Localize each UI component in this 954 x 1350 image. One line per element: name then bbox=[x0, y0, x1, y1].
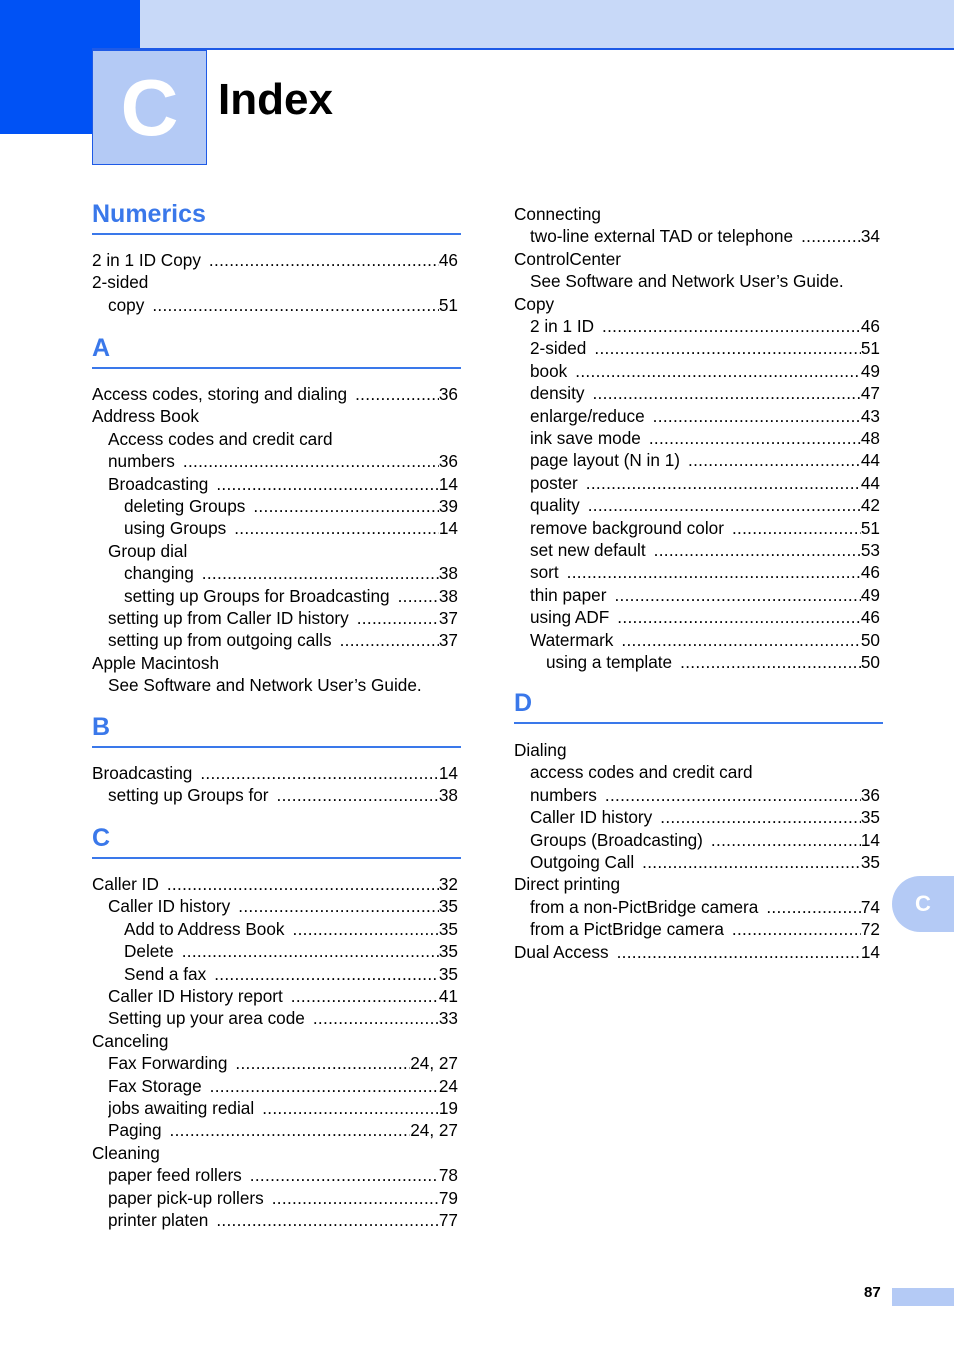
index-entry-term: using ADF bbox=[530, 607, 610, 628]
dot-leader bbox=[144, 294, 439, 316]
section-heading-b bbox=[92, 715, 461, 748]
index-entry[interactable] bbox=[530, 584, 880, 606]
dot-leader bbox=[192, 762, 439, 784]
dot-leader bbox=[283, 985, 439, 1007]
index-entry-page[interactable]: 43 bbox=[860, 405, 880, 426]
index-entry-page[interactable]: 38 bbox=[438, 563, 458, 584]
index-entry-term: Groups (Broadcasting) bbox=[530, 829, 703, 850]
index-entry-page[interactable]: 78 bbox=[438, 1165, 458, 1186]
index-entry bbox=[92, 405, 458, 427]
index-entry[interactable] bbox=[108, 1007, 458, 1029]
index-entry[interactable] bbox=[108, 1097, 458, 1119]
index-entry[interactable] bbox=[530, 494, 880, 516]
index-entry-term: Address Book bbox=[92, 406, 200, 427]
index-entry[interactable] bbox=[514, 941, 880, 963]
index-entry bbox=[530, 761, 880, 783]
dot-leader bbox=[672, 651, 861, 673]
index-entry-page[interactable]: 79 bbox=[438, 1187, 458, 1208]
index-entry-page[interactable]: 35 bbox=[438, 918, 458, 939]
index-entry-term: Paging bbox=[108, 1120, 162, 1141]
index-entry-page[interactable]: 51 bbox=[860, 517, 880, 538]
page-number: 87 bbox=[864, 1284, 881, 1301]
index-entry[interactable] bbox=[108, 985, 458, 1007]
index-entry[interactable] bbox=[530, 629, 880, 651]
index-entry-term: Add to Address Book bbox=[124, 918, 285, 939]
index-entry-page[interactable]: 36 bbox=[860, 784, 880, 805]
index-entry[interactable] bbox=[124, 940, 458, 962]
index-entry[interactable] bbox=[530, 405, 880, 427]
index-entry-page[interactable]: 14 bbox=[438, 763, 458, 783]
index-entry-term: Cleaning bbox=[92, 1142, 160, 1163]
index-entry[interactable] bbox=[530, 851, 880, 873]
index-entry-term: numbers bbox=[530, 784, 597, 805]
dot-leader bbox=[586, 337, 861, 359]
index-entry-page[interactable]: 36 bbox=[438, 384, 458, 404]
index-entry[interactable] bbox=[530, 606, 880, 628]
index-entry-page[interactable]: 53 bbox=[860, 540, 880, 560]
index-entry-term: ink save mode bbox=[530, 428, 641, 448]
dot-leader bbox=[174, 940, 439, 962]
index-entry-page[interactable]: 19 bbox=[438, 1098, 458, 1118]
index-entry-term: enlarge/reduce bbox=[530, 405, 645, 426]
index-entry-term: using a template bbox=[546, 652, 673, 672]
dot-leader bbox=[597, 784, 861, 806]
section-heading-a bbox=[92, 336, 461, 369]
index-entry-term: 2-sided bbox=[92, 272, 149, 293]
dot-leader bbox=[332, 629, 439, 651]
index-entry[interactable] bbox=[108, 784, 458, 806]
dot-leader bbox=[680, 449, 861, 471]
index-entry-page[interactable]: 77 bbox=[438, 1210, 458, 1230]
index-entry-term: Access codes, storing and dialing bbox=[92, 384, 348, 404]
index-entry-term: Broadcasting bbox=[92, 763, 193, 783]
dot-leader bbox=[162, 1119, 411, 1141]
dot-leader bbox=[202, 1075, 439, 1097]
index-entry-page[interactable]: 32 bbox=[438, 874, 458, 894]
dot-leader bbox=[226, 517, 439, 539]
index-entry-page[interactable]: 14 bbox=[860, 829, 880, 850]
index-entry[interactable] bbox=[530, 561, 880, 583]
index-entry[interactable] bbox=[92, 762, 458, 784]
index-entry-term: Setting up your area code bbox=[108, 1008, 305, 1029]
index-entry-term: Direct printing bbox=[514, 874, 621, 895]
index-entry-page[interactable]: 47 bbox=[860, 383, 880, 404]
dot-leader bbox=[703, 829, 861, 851]
index-entry-term: set new default bbox=[530, 540, 646, 560]
index-entry-term: book bbox=[530, 360, 568, 381]
chapter-side-tab[interactable]: C bbox=[892, 876, 954, 932]
index-entry[interactable] bbox=[92, 383, 458, 405]
index-entry-term: setting up from Caller ID history bbox=[108, 608, 349, 628]
index-entry[interactable] bbox=[108, 1187, 458, 1209]
index-entry bbox=[530, 270, 880, 292]
index-entry-page[interactable]: 24, 27 bbox=[410, 1053, 458, 1074]
index-entry-term: two-line external TAD or telephone bbox=[530, 226, 794, 247]
index-entry[interactable] bbox=[108, 629, 458, 651]
index-entry[interactable] bbox=[124, 918, 458, 940]
index-entry-page[interactable]: 24, 27 bbox=[410, 1120, 458, 1141]
index-entry[interactable] bbox=[530, 315, 880, 337]
index-entry-term: Copy bbox=[514, 293, 555, 314]
dot-leader bbox=[578, 472, 861, 494]
index-entry-page[interactable]: 37 bbox=[438, 630, 458, 651]
index-entry-term: Dual Access bbox=[514, 941, 609, 962]
dot-leader bbox=[242, 1164, 439, 1186]
index-entry-term: Broadcasting bbox=[108, 473, 209, 494]
dot-leader bbox=[305, 1007, 439, 1029]
index-entry[interactable] bbox=[108, 450, 458, 472]
index-entry-term: Caller ID history bbox=[530, 807, 653, 828]
index-entry-term: paper pick-up rollers bbox=[108, 1187, 264, 1208]
index-entry[interactable] bbox=[530, 784, 880, 806]
index-entry[interactable] bbox=[108, 1075, 458, 1097]
index-entry[interactable] bbox=[530, 517, 880, 539]
index-entry[interactable] bbox=[530, 539, 880, 561]
dot-leader bbox=[645, 405, 861, 427]
index-entry-page[interactable]: 51 bbox=[438, 294, 458, 315]
index-entry bbox=[92, 652, 458, 674]
index-entry-term: paper feed rollers bbox=[108, 1165, 242, 1186]
index-entry-page[interactable]: 35 bbox=[438, 941, 458, 962]
chapter-letter-box bbox=[92, 50, 207, 165]
index-entry-term: from a PictBridge camera bbox=[530, 919, 724, 940]
section-heading-d bbox=[514, 691, 883, 724]
index-entry bbox=[108, 540, 458, 562]
index-entry bbox=[514, 248, 880, 270]
index-entry-term: Fax Forwarding bbox=[108, 1053, 228, 1074]
index-entry-term: Caller ID history bbox=[108, 896, 231, 917]
index-entry-term: setting up from outgoing calls bbox=[108, 630, 332, 651]
index-entry-term: printer platen bbox=[108, 1210, 209, 1230]
header-rule bbox=[92, 48, 954, 50]
dot-leader bbox=[347, 383, 439, 405]
index-entry-term: Dialing bbox=[514, 740, 567, 760]
index-entry[interactable] bbox=[530, 427, 880, 449]
dot-leader bbox=[609, 606, 861, 628]
index-entry-page[interactable]: 46 bbox=[438, 250, 458, 270]
dot-leader bbox=[724, 918, 861, 940]
dot-leader bbox=[285, 918, 439, 940]
index-entry-term: page layout (N in 1) bbox=[530, 450, 680, 471]
index-entry bbox=[514, 203, 880, 225]
index-entry-term: access codes and credit card bbox=[530, 762, 753, 783]
index-entry-page[interactable]: 50 bbox=[860, 629, 880, 650]
index-entry-term: copy bbox=[108, 294, 145, 315]
index-entry[interactable] bbox=[124, 517, 458, 539]
index-entry-page[interactable]: 49 bbox=[860, 360, 880, 381]
footer-bar bbox=[892, 1288, 954, 1306]
index-entry-term: 2 in 1 ID bbox=[530, 316, 595, 336]
index-entry-term: Canceling bbox=[92, 1030, 169, 1051]
index-entry[interactable] bbox=[530, 472, 880, 494]
dot-leader bbox=[208, 1209, 439, 1231]
dot-leader bbox=[758, 896, 861, 918]
index-entry-page[interactable]: 39 bbox=[438, 496, 458, 516]
index-entry-page[interactable]: 14 bbox=[438, 473, 458, 494]
section-heading-label: C bbox=[92, 824, 111, 852]
index-entry[interactable] bbox=[108, 895, 458, 917]
index-entry-term: See Software and Network User’s Guide. bbox=[530, 271, 844, 292]
dot-leader bbox=[793, 225, 861, 247]
index-entry-term: Outgoing Call bbox=[530, 852, 635, 872]
index-entry-page[interactable]: 51 bbox=[860, 338, 880, 359]
dot-leader bbox=[641, 427, 861, 449]
dot-leader bbox=[580, 494, 861, 516]
index-entry bbox=[92, 1142, 458, 1164]
index-entry[interactable] bbox=[108, 607, 458, 629]
dot-leader bbox=[584, 382, 860, 404]
index-entry-term: setting up Groups for bbox=[108, 785, 269, 806]
index-entry-term: Access codes and credit card bbox=[108, 428, 333, 449]
index-entry[interactable] bbox=[108, 1119, 458, 1141]
index-entry-page[interactable]: 24 bbox=[438, 1075, 458, 1096]
index-entry-term: ControlCenter bbox=[514, 248, 621, 269]
index-entry-term: using Groups bbox=[124, 518, 227, 539]
index-entry-term: setting up Groups for Broadcasting bbox=[124, 585, 390, 606]
index-entry-page[interactable]: 33 bbox=[438, 1008, 458, 1029]
index-entry bbox=[92, 271, 458, 293]
section-heading-label: B bbox=[92, 713, 111, 741]
index-entry-term: numbers bbox=[108, 451, 175, 472]
dot-leader bbox=[634, 851, 861, 873]
index-entry[interactable] bbox=[108, 1209, 458, 1231]
dot-leader bbox=[390, 585, 439, 607]
index-entry-page[interactable]: 48 bbox=[860, 428, 880, 448]
index-entry-page[interactable]: 38 bbox=[438, 785, 458, 806]
index-entry bbox=[514, 873, 880, 895]
index-entry-term: changing bbox=[124, 563, 194, 584]
index-entry-term: Connecting bbox=[514, 204, 601, 224]
dot-leader bbox=[652, 806, 861, 828]
index-entry-page[interactable]: 35 bbox=[860, 807, 880, 828]
index-entry bbox=[92, 1030, 458, 1052]
dot-leader bbox=[594, 315, 861, 337]
index-entry-page[interactable]: 35 bbox=[438, 896, 458, 917]
index-entry-page[interactable]: 35 bbox=[438, 963, 458, 984]
section-heading-numerics bbox=[92, 202, 461, 235]
index-entry-term: Fax Storage bbox=[108, 1075, 202, 1096]
index-entry bbox=[108, 674, 458, 696]
index-entry-page[interactable]: 49 bbox=[860, 584, 880, 605]
index-entry-page[interactable]: 46 bbox=[860, 607, 880, 628]
index-entry-page[interactable]: 46 bbox=[860, 562, 880, 583]
index-entry[interactable] bbox=[546, 651, 880, 673]
index-entry-page[interactable]: 50 bbox=[860, 652, 880, 672]
chapter-letter: C bbox=[120, 62, 179, 152]
dot-leader bbox=[269, 784, 439, 806]
index-entry-page[interactable]: 44 bbox=[860, 450, 880, 471]
index-entry-page[interactable]: 14 bbox=[438, 518, 458, 539]
index-entry-term: deleting Groups bbox=[124, 496, 246, 516]
section-heading-c bbox=[92, 826, 461, 859]
index-entry-page[interactable]: 14 bbox=[860, 941, 880, 962]
index-entry bbox=[514, 739, 880, 761]
index-entry-term: 2-sided bbox=[530, 338, 587, 359]
dot-leader bbox=[245, 495, 439, 517]
dot-leader bbox=[264, 1187, 439, 1209]
index-entry-term: quality bbox=[530, 495, 580, 516]
dot-leader bbox=[724, 517, 861, 539]
index-entry[interactable] bbox=[530, 896, 880, 918]
index-entry-term: density bbox=[530, 383, 585, 404]
index-entry[interactable] bbox=[108, 1052, 458, 1074]
index-entry-term: See Software and Network User’s Guide. bbox=[108, 675, 422, 696]
index-entry-page[interactable]: 42 bbox=[860, 495, 880, 516]
dot-leader bbox=[254, 1097, 439, 1119]
index-entry-page[interactable]: 37 bbox=[438, 608, 458, 628]
index-entry-page[interactable]: 74 bbox=[860, 896, 880, 917]
dot-leader bbox=[646, 539, 861, 561]
index-entry[interactable] bbox=[530, 360, 880, 382]
index-entry[interactable] bbox=[530, 382, 880, 404]
index-entry[interactable] bbox=[92, 873, 458, 895]
dot-leader bbox=[201, 249, 439, 271]
index-entry-term: Send a fax bbox=[124, 963, 207, 984]
dot-leader bbox=[567, 360, 861, 382]
index-entry-page[interactable]: 35 bbox=[860, 852, 880, 872]
index-entry[interactable] bbox=[108, 1164, 458, 1186]
index-entry[interactable] bbox=[124, 963, 458, 985]
index-entry[interactable] bbox=[92, 249, 458, 271]
index-entry[interactable] bbox=[530, 337, 880, 359]
section-heading-label: D bbox=[514, 689, 533, 717]
index-entry[interactable] bbox=[530, 449, 880, 471]
header-band bbox=[140, 0, 954, 49]
index-entry-term: remove background color bbox=[530, 517, 724, 538]
index-entry-page[interactable]: 38 bbox=[438, 585, 458, 606]
dot-leader bbox=[613, 629, 860, 651]
dot-leader bbox=[159, 873, 439, 895]
index-entry[interactable] bbox=[530, 806, 880, 828]
index-entry[interactable] bbox=[530, 918, 880, 940]
index-entry-page[interactable]: 34 bbox=[860, 226, 880, 247]
index-entry-term: Watermark bbox=[530, 629, 614, 650]
index-entry-term: Delete bbox=[124, 941, 174, 962]
index-entry-term: Caller ID bbox=[92, 874, 159, 894]
index-entry-page[interactable]: 44 bbox=[860, 472, 880, 493]
page-title: Index bbox=[218, 75, 333, 124]
section-heading-label: Numerics bbox=[92, 200, 206, 228]
dot-leader bbox=[606, 584, 860, 606]
index-entry-term: thin paper bbox=[530, 584, 607, 605]
index-entry[interactable] bbox=[530, 829, 880, 851]
dot-leader bbox=[349, 607, 439, 629]
index-entry-term: poster bbox=[530, 472, 578, 493]
index-entry-term: 2 in 1 ID Copy bbox=[92, 250, 201, 270]
index-entry-page[interactable]: 41 bbox=[438, 986, 458, 1006]
index-entry[interactable] bbox=[530, 225, 880, 247]
index-entry[interactable] bbox=[124, 562, 458, 584]
dot-leader bbox=[206, 963, 439, 985]
dot-leader bbox=[230, 895, 439, 917]
index-entry-term: jobs awaiting redial bbox=[108, 1098, 255, 1118]
dot-leader bbox=[559, 561, 861, 583]
dot-leader bbox=[194, 562, 439, 584]
index-entry-page[interactable]: 36 bbox=[438, 451, 458, 472]
section-heading-label: A bbox=[92, 334, 111, 362]
index-entry-term: sort bbox=[530, 562, 559, 583]
index-entry[interactable] bbox=[108, 473, 458, 495]
dot-leader bbox=[208, 473, 439, 495]
dot-leader bbox=[175, 450, 439, 472]
dot-leader bbox=[609, 941, 861, 963]
index-entry-term: Caller ID History report bbox=[108, 986, 283, 1006]
index-entry bbox=[514, 293, 880, 315]
index-entry-term: Group dial bbox=[108, 540, 188, 561]
index-entry-page[interactable]: 72 bbox=[860, 919, 880, 940]
index-entry[interactable] bbox=[124, 495, 458, 517]
index-entry[interactable] bbox=[108, 294, 458, 316]
index-entry-term: Apple Macintosh bbox=[92, 652, 220, 673]
index-entry[interactable] bbox=[124, 585, 458, 607]
index-entry-page[interactable]: 46 bbox=[860, 316, 880, 336]
index-entry bbox=[108, 428, 458, 450]
dot-leader bbox=[227, 1052, 410, 1074]
index-entry-term: from a non-PictBridge camera bbox=[530, 896, 759, 917]
